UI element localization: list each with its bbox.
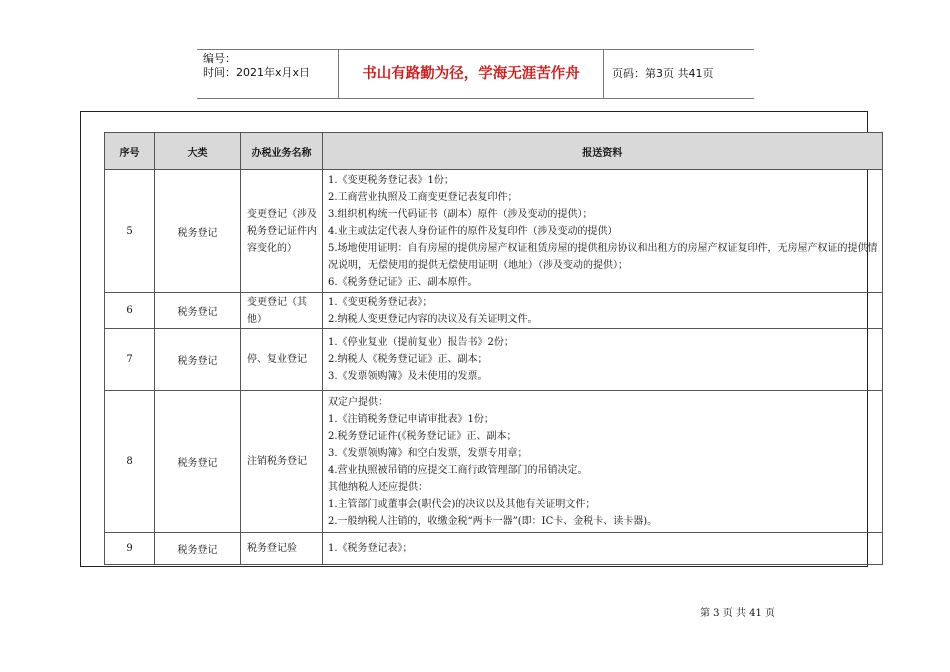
row-seq: 6: [105, 293, 155, 329]
material-line: 2.一般纳税人注销的，收缴金税“两卡一器”(即：IC卡、金税卡、读卡器)。: [328, 515, 658, 527]
row-category: 税务登记: [155, 329, 241, 391]
material-line: 4.营业执照被吊销的应提交工商行政管理部门的吊销决定。: [328, 464, 588, 476]
material-line: 2.纳税人变更登记内容的决议及有关证明文件。: [328, 313, 538, 325]
column-header-seq: 序号: [105, 133, 155, 170]
row-category: 税务登记: [155, 391, 241, 533]
material-line: 4.业主或法定代表人身份证件的原件及复印件（涉及变动的提供）: [328, 225, 618, 237]
table-row: [105, 170, 883, 293]
material-line: 2.工商营业执照及工商变更登记表复印件；: [328, 191, 518, 203]
table-header-row: [105, 133, 883, 170]
material-line: 1.《停业复业（提前复业）报告书》2份；: [328, 337, 514, 348]
row-seq: 8: [105, 391, 155, 533]
row-materials: [323, 533, 883, 565]
header-divider: [603, 50, 604, 98]
material-line: 1.《注销税务登记申请审批表》1份；: [328, 413, 494, 425]
material-line: 3.组织机构统一代码证书（副本）原件（涉及变动的提供）；: [328, 208, 593, 220]
row-service-name: 税务登记验: [241, 533, 323, 565]
page-footer: 第 3 页 共 41 页: [700, 608, 775, 619]
table-row: [105, 329, 883, 391]
material-line: 6.《税务登记证》正、副本原件。: [328, 276, 478, 288]
row-service-name: 变更登记（涉及税务登记证件内容变化的）: [241, 170, 323, 293]
header-meta: [203, 52, 310, 80]
material-line: 2.税务登记证件(《税务登记证》正、副本；: [328, 430, 517, 442]
row-materials: [323, 391, 883, 533]
row-category: 税务登记: [155, 170, 241, 293]
material-line: 1.《变更税务登记表》1份；: [328, 174, 454, 186]
column-header-materials: 报送资料: [323, 133, 883, 170]
material-line: 双定户提供：: [328, 396, 388, 408]
row-category: 税务登记: [155, 293, 241, 329]
table-row: [105, 391, 883, 533]
row-seq: 7: [105, 329, 155, 391]
row-materials: [323, 329, 883, 391]
table-row: [105, 533, 883, 565]
material-line: 况说明，无偿使用的提供无偿使用证明（地址）（涉及变动的提供）；: [328, 259, 628, 271]
row-service-name: 停、复业登记: [241, 329, 323, 391]
row-seq: 9: [105, 533, 155, 565]
header-page-info: 页码：第3页 共41页: [612, 67, 714, 80]
row-service-name: 注销税务登记: [241, 391, 323, 533]
number-label: 编号：: [203, 52, 236, 65]
column-header-category: 大类: [155, 133, 241, 170]
material-line: 2.纳税人《税务登记证》正、副本；: [328, 354, 488, 365]
time-label: 时间：2021年x月x日: [203, 66, 311, 79]
row-materials: [323, 170, 883, 293]
row-service-name: 变更登记（其他）: [241, 293, 323, 329]
row-seq: 5: [105, 170, 155, 293]
header-motto: 书山有路勤为径，学海无涯苦作舟: [362, 66, 580, 82]
material-line: 1.《税务登记表》；: [328, 543, 413, 554]
material-line: 3.《发票领购簿》及未使用的发票。: [328, 371, 488, 382]
material-line: 其他纳税人还应提供：: [328, 481, 428, 493]
material-line: 1.《变更税务登记表》；: [328, 296, 433, 308]
tax-registration-table: [104, 132, 883, 565]
row-materials: [323, 293, 883, 329]
table-row: [105, 293, 883, 329]
material-line: 5.场地使用证明：自有房屋的提供房屋产权证租赁房屋的提供租房协议和出租方的房屋产权证复印件，无房屋产权证的提供情: [328, 242, 878, 254]
row-category: 税务登记: [155, 533, 241, 565]
column-header-service-name: 办税业务名称: [241, 133, 323, 170]
material-line: 3.《发票领购簿》和空白发票，发票专用章；: [328, 447, 528, 459]
material-line: 1.主管部门或董事会(职代会)的决议以及其他有关证明文件；: [328, 498, 596, 510]
document-header: [197, 49, 754, 99]
